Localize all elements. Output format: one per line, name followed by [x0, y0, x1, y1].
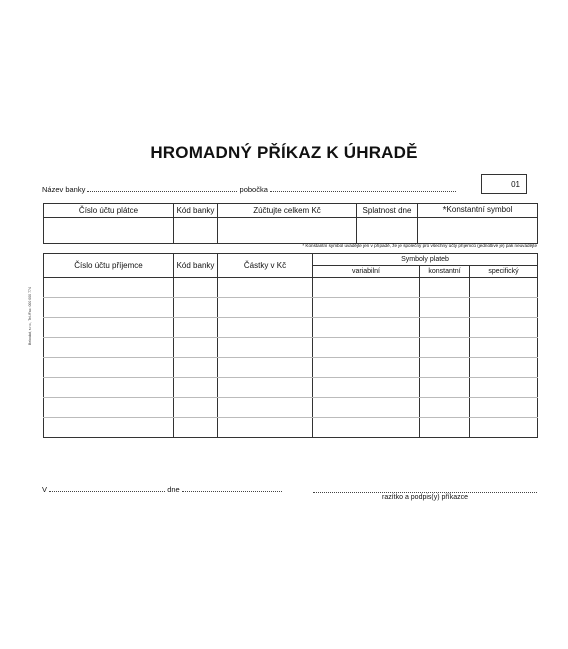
place-label: V [42, 485, 48, 494]
variable-symbol-cell[interactable] [313, 358, 420, 378]
recipient-bank-code-header: Kód banky [174, 254, 218, 278]
form-number-box [481, 174, 527, 194]
amount-cell[interactable] [218, 398, 313, 418]
place-date-line [42, 484, 282, 494]
payment-symbols-header: Symboly plateb [313, 254, 538, 266]
recipient-account-cell[interactable] [44, 298, 174, 318]
table-row [44, 418, 538, 438]
constant-symbol-cell[interactable] [420, 278, 470, 298]
variable-symbol-header: variabilní [313, 266, 420, 278]
constant-symbol-cell[interactable] [418, 218, 538, 244]
date-label: dne [167, 485, 180, 494]
side-print: Bekodat, s.r.o., Tel./Fax: 000 000 774 [28, 287, 32, 345]
recipient-bank-code-cell[interactable] [174, 378, 218, 398]
due-date-header: Splatnost dne [357, 204, 418, 218]
recipient-account-cell[interactable] [44, 398, 174, 418]
constant-symbol-subheader: konstantní [420, 266, 470, 278]
branch-field[interactable] [270, 184, 456, 192]
specific-symbol-cell[interactable] [470, 278, 538, 298]
constant-symbol-cell[interactable] [420, 318, 470, 338]
due-date-cell[interactable] [357, 218, 418, 244]
recipient-bank-code-cell[interactable] [174, 398, 218, 418]
bank-line [42, 184, 456, 194]
specific-symbol-cell[interactable] [470, 298, 538, 318]
payer-account-cell[interactable] [44, 218, 174, 244]
branch-label: pobočka [239, 185, 268, 194]
specific-symbol-cell[interactable] [470, 378, 538, 398]
constant-symbol-cell[interactable] [420, 418, 470, 438]
date-field[interactable] [182, 484, 282, 492]
recipient-account-cell[interactable] [44, 338, 174, 358]
table-row [44, 278, 538, 298]
recipient-table [43, 253, 538, 438]
specific-symbol-cell[interactable] [470, 358, 538, 378]
amount-cell[interactable] [218, 338, 313, 358]
bank-name-field[interactable] [87, 184, 237, 192]
variable-symbol-cell[interactable] [313, 338, 420, 358]
total-amount-cell[interactable] [218, 218, 357, 244]
recipient-account-cell[interactable] [44, 278, 174, 298]
recipient-account-cell[interactable] [44, 378, 174, 398]
recipient-bank-code-cell[interactable] [174, 318, 218, 338]
specific-symbol-cell[interactable] [470, 338, 538, 358]
form-number: 01 [511, 179, 520, 189]
amount-cell[interactable] [218, 378, 313, 398]
table-row [44, 298, 538, 318]
constant-symbol-label: Konstantní symbol [446, 205, 513, 214]
variable-symbol-cell[interactable] [313, 398, 420, 418]
recipient-account-cell[interactable] [44, 318, 174, 338]
page-title: HROMADNÝ PŘÍKAZ K ÚHRADĚ [150, 143, 418, 162]
table-row [44, 338, 538, 358]
recipient-bank-code-cell[interactable] [174, 338, 218, 358]
constant-symbol-header [418, 204, 538, 218]
payer-bank-code-cell[interactable] [174, 218, 218, 244]
total-amount-header: Zúčtujte celkem Kč [218, 204, 357, 218]
payer-bank-code-header: Kód banky [174, 204, 218, 218]
bank-name-label: Název banky [42, 185, 86, 194]
specific-symbol-cell[interactable] [470, 318, 538, 338]
signature-label: razítko a podpis(y) příkazce [382, 494, 468, 501]
specific-symbol-header: specifický [470, 266, 538, 278]
recipient-bank-code-cell[interactable] [174, 278, 218, 298]
amount-cell[interactable] [218, 278, 313, 298]
specific-symbol-cell[interactable] [470, 398, 538, 418]
amount-cell[interactable] [218, 318, 313, 338]
asterisk: * [442, 205, 447, 216]
variable-symbol-cell[interactable] [313, 278, 420, 298]
variable-symbol-cell[interactable] [313, 378, 420, 398]
recipient-account-header: Číslo účtu příjemce [44, 254, 174, 278]
amount-cell[interactable] [218, 358, 313, 378]
variable-symbol-cell[interactable] [313, 318, 420, 338]
constant-symbol-cell[interactable] [420, 298, 470, 318]
payer-account-header: Číslo účtu plátce [44, 204, 174, 218]
constant-symbol-cell[interactable] [420, 398, 470, 418]
recipient-bank-code-cell[interactable] [174, 298, 218, 318]
table-row [44, 358, 538, 378]
recipient-bank-code-cell[interactable] [174, 418, 218, 438]
table-row [44, 318, 538, 338]
amount-cell[interactable] [218, 418, 313, 438]
specific-symbol-cell[interactable] [470, 418, 538, 438]
table-row [44, 378, 538, 398]
variable-symbol-cell[interactable] [313, 298, 420, 318]
recipient-account-cell[interactable] [44, 418, 174, 438]
amount-cell[interactable] [218, 298, 313, 318]
recipient-bank-code-cell[interactable] [174, 358, 218, 378]
constant-symbol-cell[interactable] [420, 338, 470, 358]
amount-header: Částky v Kč [218, 254, 313, 278]
variable-symbol-cell[interactable] [313, 418, 420, 438]
constant-symbol-cell[interactable] [420, 358, 470, 378]
table-row [44, 398, 538, 418]
payer-table [43, 203, 538, 244]
footnote: * Konstantní symbol uvádějte jen v případě, že je společný pro všechny účty příjemců (jednotlivé je) pak neuvádějte [302, 243, 537, 248]
constant-symbol-cell[interactable] [420, 378, 470, 398]
place-field[interactable] [49, 484, 165, 492]
recipient-account-cell[interactable] [44, 358, 174, 378]
signature-field[interactable] [313, 486, 537, 493]
